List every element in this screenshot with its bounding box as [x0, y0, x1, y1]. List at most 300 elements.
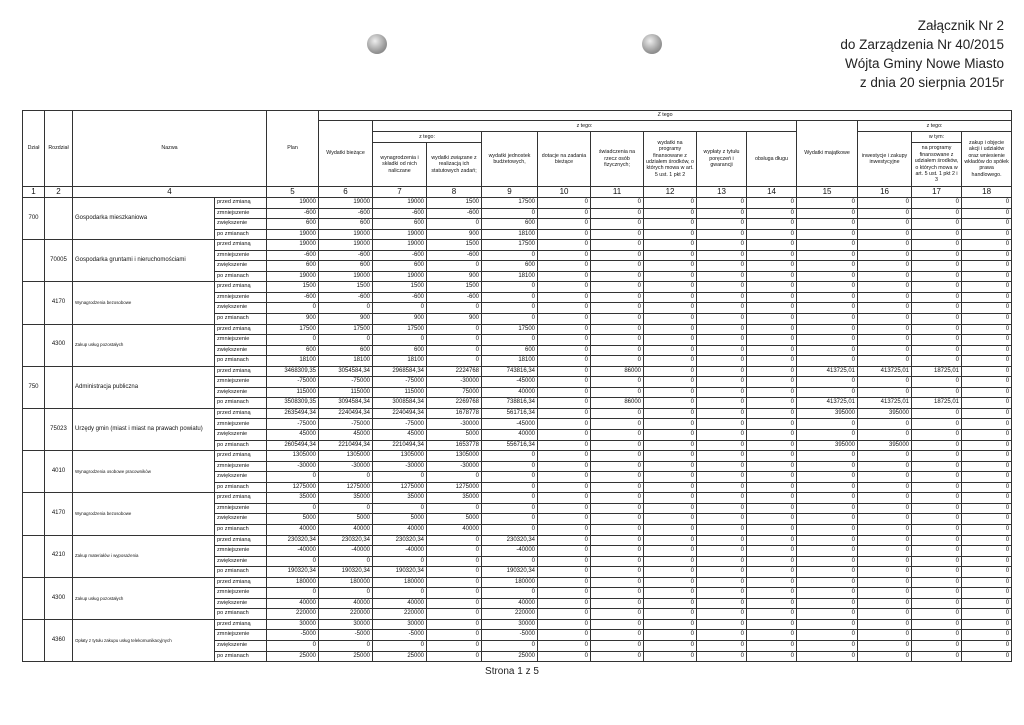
col-number: 14 [747, 187, 797, 198]
value-cell: 0 [797, 524, 858, 535]
value-cell: 0 [912, 440, 962, 451]
value-cell: 0 [912, 482, 962, 493]
value-cell: 1500 [427, 198, 482, 209]
value-cell: 0 [962, 451, 1012, 462]
value-cell: 0 [858, 577, 912, 588]
value-cell: 0 [797, 198, 858, 209]
row-label-cell: po zmianach [215, 440, 267, 451]
value-cell: 0 [482, 514, 538, 525]
value-cell: 0 [538, 408, 591, 419]
dzial-cell [23, 535, 45, 577]
value-cell: 0 [747, 271, 797, 282]
value-cell: 0 [747, 630, 797, 641]
value-cell: 86000 [591, 366, 644, 377]
value-cell: 0 [591, 250, 644, 261]
value-cell: 0 [591, 577, 644, 588]
value-cell: 0 [962, 651, 1012, 662]
col-number: 16 [858, 187, 912, 198]
value-cell: 0 [644, 250, 697, 261]
value-cell: 0 [858, 598, 912, 609]
value-cell: 1500 [427, 282, 482, 293]
value-cell: 2240494,34 [373, 408, 427, 419]
col-number: 17 [912, 187, 962, 198]
value-cell: 900 [267, 314, 319, 325]
value-cell: 0 [962, 503, 1012, 514]
value-cell: 0 [912, 219, 962, 230]
value-cell: 0 [747, 640, 797, 651]
rozdzial-cell: 4210 [45, 535, 73, 577]
value-cell: -30000 [427, 377, 482, 388]
value-cell: 0 [912, 472, 962, 483]
value-cell: 0 [747, 261, 797, 272]
value-cell: 413725,01 [797, 398, 858, 409]
value-cell: 0 [697, 524, 747, 535]
row-label-cell: zmniejszenie [215, 377, 267, 388]
value-cell: 0 [797, 546, 858, 557]
table-header [23, 111, 1012, 198]
name-cell: Zakup usług pozostałych [73, 577, 215, 619]
value-cell: 0 [747, 324, 797, 335]
value-cell: -45000 [482, 377, 538, 388]
value-cell: 230320,34 [482, 535, 538, 546]
value-cell: 0 [858, 335, 912, 346]
value-cell: 0 [747, 408, 797, 419]
value-cell: 0 [644, 198, 697, 209]
row-label-cell: zwiększenie [215, 640, 267, 651]
value-cell: 0 [427, 640, 482, 651]
value-cell: 17500 [267, 324, 319, 335]
col-number: 4 [73, 187, 267, 198]
value-cell: 25000 [267, 651, 319, 662]
value-cell: 0 [482, 250, 538, 261]
rozdzial-cell: 4360 [45, 619, 73, 661]
dzial-cell [23, 240, 45, 282]
value-cell: 0 [747, 567, 797, 578]
col-zadania-statutowe: wydatki związane z realizacją ich statutowych zadań; [427, 143, 482, 187]
value-cell: 0 [697, 219, 747, 230]
value-cell: 0 [538, 451, 591, 462]
value-cell: 0 [538, 556, 591, 567]
value-cell: 0 [962, 472, 1012, 483]
value-cell: 0 [427, 546, 482, 557]
rozdzial-cell: 4300 [45, 577, 73, 619]
value-cell: 18100 [482, 229, 538, 240]
value-cell: -30000 [319, 461, 373, 472]
value-cell: 190320,34 [319, 567, 373, 578]
value-cell: 0 [591, 630, 644, 641]
value-cell: -600 [427, 208, 482, 219]
col-number: 6 [319, 187, 373, 198]
dzial-cell [23, 619, 45, 661]
value-cell: 40000 [319, 598, 373, 609]
value-cell: 0 [267, 640, 319, 651]
value-cell: 0 [482, 292, 538, 303]
document-header [840, 16, 1004, 92]
name-cell: Zakup usług pozostałych [73, 324, 215, 366]
rozdzial-cell [45, 198, 73, 240]
value-cell: 561716,34 [482, 408, 538, 419]
row-label-cell: zmniejszenie [215, 503, 267, 514]
value-cell: 0 [697, 229, 747, 240]
col-obsluga-dlugu: obsługa długu [747, 132, 797, 187]
value-cell: -600 [319, 292, 373, 303]
value-cell: 18100 [482, 271, 538, 282]
value-cell: 0 [858, 430, 912, 441]
col-programy-majatkowe: na programy finansowane z udziałem środków, o których mowa w art. 5 ust. 1 pkt 2 i 3 [912, 143, 962, 187]
value-cell: 0 [373, 556, 427, 567]
row-label-cell: zwiększenie [215, 387, 267, 398]
value-cell: 230320,34 [319, 535, 373, 546]
value-cell: 0 [747, 366, 797, 377]
value-cell: 0 [591, 198, 644, 209]
value-cell: 0 [747, 282, 797, 293]
value-cell: 1275000 [267, 482, 319, 493]
value-cell: 0 [538, 398, 591, 409]
value-cell: 0 [962, 493, 1012, 504]
value-cell: 115000 [267, 387, 319, 398]
value-cell: -5000 [267, 630, 319, 641]
value-cell: 0 [644, 651, 697, 662]
value-cell: 0 [912, 609, 962, 620]
value-cell: 0 [858, 640, 912, 651]
value-cell: 0 [912, 303, 962, 314]
value-cell: 3094584,34 [319, 398, 373, 409]
name-cell: Wynagrodzenia bezosobowe [73, 282, 215, 324]
value-cell: 35000 [373, 493, 427, 504]
value-cell: 0 [747, 440, 797, 451]
value-cell: 0 [797, 567, 858, 578]
value-cell: 18725,01 [912, 366, 962, 377]
value-cell: 0 [697, 271, 747, 282]
value-cell: 0 [747, 229, 797, 240]
value-cell: 600 [319, 261, 373, 272]
value-cell: 0 [962, 524, 1012, 535]
value-cell: 0 [962, 250, 1012, 261]
value-cell: 0 [962, 208, 1012, 219]
value-cell: 0 [538, 229, 591, 240]
value-cell: 19000 [373, 229, 427, 240]
header-line-4: z dnia 20 sierpnia 2015r [859, 75, 1004, 90]
value-cell: 0 [538, 609, 591, 620]
row-label-cell: zmniejszenie [215, 588, 267, 599]
value-cell: 0 [697, 461, 747, 472]
value-cell: 0 [858, 261, 912, 272]
value-cell: 0 [644, 619, 697, 630]
value-cell: 600 [267, 261, 319, 272]
value-cell: 0 [591, 535, 644, 546]
table-row [23, 577, 1012, 588]
value-cell: 0 [427, 303, 482, 314]
value-cell: 0 [538, 630, 591, 641]
value-cell: 19000 [267, 198, 319, 209]
value-cell: 0 [591, 598, 644, 609]
value-cell: -45000 [482, 419, 538, 430]
value-cell: 0 [797, 219, 858, 230]
value-cell: 0 [858, 451, 912, 462]
value-cell: 0 [797, 451, 858, 462]
value-cell: 0 [747, 472, 797, 483]
value-cell: 0 [747, 377, 797, 388]
value-cell: 0 [538, 535, 591, 546]
value-cell: 0 [319, 640, 373, 651]
value-cell: 0 [797, 377, 858, 388]
value-cell: 0 [912, 556, 962, 567]
name-cell: Wynagrodzenia bezosobowe [73, 493, 215, 535]
value-cell: 0 [427, 535, 482, 546]
value-cell: 0 [644, 609, 697, 620]
value-cell: 1275000 [319, 482, 373, 493]
value-cell: 0 [858, 345, 912, 356]
value-cell: 0 [591, 324, 644, 335]
value-cell: 600 [373, 219, 427, 230]
value-cell: 0 [697, 472, 747, 483]
value-cell: 19000 [267, 271, 319, 282]
value-cell: 0 [962, 546, 1012, 557]
value-cell: 0 [797, 335, 858, 346]
value-cell: 2635494,34 [267, 408, 319, 419]
value-cell: 1305000 [373, 451, 427, 462]
row-label-cell: przed zmianą [215, 451, 267, 462]
value-cell: 0 [747, 345, 797, 356]
value-cell: 0 [912, 535, 962, 546]
value-cell: 1500 [267, 282, 319, 293]
value-cell: 0 [319, 556, 373, 567]
value-cell: 0 [591, 451, 644, 462]
value-cell: 40000 [267, 598, 319, 609]
value-cell: 0 [697, 250, 747, 261]
value-cell: 0 [538, 314, 591, 325]
value-cell: 0 [858, 588, 912, 599]
value-cell: 0 [644, 640, 697, 651]
value-cell: -5000 [373, 630, 427, 641]
value-cell: 0 [427, 345, 482, 356]
value-cell: 0 [697, 556, 747, 567]
value-cell: 0 [797, 514, 858, 525]
value-cell: 190320,34 [267, 567, 319, 578]
value-cell: 0 [538, 514, 591, 525]
value-cell: 0 [747, 303, 797, 314]
value-cell: 0 [373, 588, 427, 599]
value-cell: 0 [644, 208, 697, 219]
value-cell: 0 [482, 588, 538, 599]
value-cell: 0 [912, 430, 962, 441]
value-cell: 0 [858, 271, 912, 282]
value-cell: 0 [912, 335, 962, 346]
column-numbers-row [23, 187, 1012, 198]
value-cell: 0 [697, 430, 747, 441]
row-label-cell: po zmianach [215, 609, 267, 620]
value-cell: 0 [912, 514, 962, 525]
value-cell: 0 [747, 430, 797, 441]
value-cell: 0 [697, 387, 747, 398]
table-row [23, 451, 1012, 462]
row-label-cell: zwiększenie [215, 303, 267, 314]
value-cell: 19000 [267, 229, 319, 240]
row-label-cell: po zmianach [215, 398, 267, 409]
value-cell: 0 [697, 282, 747, 293]
value-cell: -5000 [319, 630, 373, 641]
value-cell: 0 [591, 588, 644, 599]
value-cell: 0 [747, 651, 797, 662]
value-cell: 0 [267, 503, 319, 514]
value-cell: 0 [591, 314, 644, 325]
value-cell: -75000 [267, 377, 319, 388]
value-cell: 0 [858, 314, 912, 325]
value-cell: 0 [912, 261, 962, 272]
value-cell: 0 [697, 451, 747, 462]
value-cell: 0 [538, 640, 591, 651]
col-z-tego-majatkowe: z tego: [858, 121, 1012, 132]
value-cell: 0 [644, 630, 697, 641]
value-cell: -600 [319, 250, 373, 261]
value-cell: 0 [747, 556, 797, 567]
value-cell: 1305000 [427, 451, 482, 462]
value-cell: 0 [538, 250, 591, 261]
value-cell: 600 [482, 219, 538, 230]
value-cell: -40000 [373, 546, 427, 557]
value-cell: 1305000 [319, 451, 373, 462]
value-cell: 0 [697, 208, 747, 219]
header-line-1: Załącznik Nr 2 [917, 18, 1004, 33]
value-cell: 0 [697, 261, 747, 272]
value-cell: 0 [747, 240, 797, 251]
value-cell: 0 [427, 567, 482, 578]
value-cell: 0 [538, 303, 591, 314]
value-cell: 0 [591, 229, 644, 240]
value-cell: 0 [747, 387, 797, 398]
value-cell: 0 [644, 577, 697, 588]
value-cell: 40000 [319, 524, 373, 535]
value-cell: 0 [591, 345, 644, 356]
value-cell: 0 [747, 208, 797, 219]
value-cell: 19000 [319, 240, 373, 251]
row-label-cell: zwiększenie [215, 556, 267, 567]
value-cell: 0 [591, 292, 644, 303]
value-cell: 0 [697, 345, 747, 356]
table-row [23, 240, 1012, 251]
value-cell: 0 [591, 271, 644, 282]
value-cell: 0 [858, 240, 912, 251]
value-cell: 0 [591, 377, 644, 388]
value-cell: 0 [912, 324, 962, 335]
value-cell: 0 [697, 640, 747, 651]
name-cell: Zakup materiałów i wyposażenia [73, 535, 215, 577]
value-cell: 0 [962, 440, 1012, 451]
value-cell: 25000 [482, 651, 538, 662]
value-cell: 600 [319, 219, 373, 230]
value-cell: 0 [747, 546, 797, 557]
value-cell: 0 [644, 345, 697, 356]
value-cell: 0 [538, 567, 591, 578]
value-cell: 0 [962, 556, 1012, 567]
value-cell: 0 [912, 271, 962, 282]
value-cell: 0 [644, 482, 697, 493]
col-z-tego: Z tego [319, 111, 1012, 121]
value-cell: 0 [591, 387, 644, 398]
value-cell: 0 [858, 535, 912, 546]
col-number: 13 [697, 187, 747, 198]
value-cell: 0 [644, 430, 697, 441]
value-cell: 0 [912, 619, 962, 630]
col-wydatki-jednostek: wydatki jednostek budżetowych, [482, 132, 538, 187]
value-cell: 0 [644, 261, 697, 272]
value-cell: 0 [797, 303, 858, 314]
value-cell: 0 [858, 250, 912, 261]
value-cell: -40000 [267, 546, 319, 557]
header-line-2: do Zarządzenia Nr 40/2015 [840, 37, 1004, 52]
col-number: 1 [23, 187, 45, 198]
value-cell: 18100 [267, 356, 319, 367]
value-cell: 0 [697, 567, 747, 578]
value-cell: 0 [912, 640, 962, 651]
value-cell: 0 [267, 588, 319, 599]
value-cell: 0 [482, 208, 538, 219]
value-cell: 0 [644, 461, 697, 472]
name-cell: Urzędy gmin (miast i miast na prawach powiatu) [73, 408, 215, 450]
value-cell: 0 [962, 577, 1012, 588]
value-cell: 600 [267, 345, 319, 356]
value-cell: 0 [644, 356, 697, 367]
value-cell: 0 [697, 535, 747, 546]
value-cell: 30000 [482, 619, 538, 630]
col-z-tego-biezace: z tego: [373, 121, 797, 132]
value-cell: 19000 [373, 271, 427, 282]
value-cell: 0 [962, 229, 1012, 240]
value-cell: 19000 [319, 229, 373, 240]
value-cell: 0 [644, 451, 697, 462]
value-cell: 0 [858, 609, 912, 620]
value-cell: 0 [858, 419, 912, 430]
value-cell: 0 [912, 493, 962, 504]
value-cell: 0 [962, 345, 1012, 356]
value-cell: 3468309,35 [267, 366, 319, 377]
value-cell: 0 [912, 282, 962, 293]
punch-hole-left [367, 34, 387, 54]
value-cell: 0 [591, 440, 644, 451]
value-cell: 0 [697, 303, 747, 314]
value-cell: 40000 [482, 387, 538, 398]
value-cell: 19000 [373, 240, 427, 251]
col-swiadczenia: świadczenia na rzecz osób fizycznych; [591, 132, 644, 187]
value-cell: 0 [747, 398, 797, 409]
value-cell: 180000 [267, 577, 319, 588]
value-cell: 0 [644, 314, 697, 325]
value-cell: 0 [644, 556, 697, 567]
value-cell: 0 [482, 282, 538, 293]
value-cell: 0 [858, 524, 912, 535]
table-row [23, 366, 1012, 377]
value-cell: 0 [591, 219, 644, 230]
row-label-cell: zwiększenie [215, 430, 267, 441]
value-cell: 0 [482, 451, 538, 462]
value-cell: 18100 [319, 356, 373, 367]
value-cell: 900 [427, 271, 482, 282]
value-cell: 0 [373, 503, 427, 514]
value-cell: -30000 [427, 419, 482, 430]
value-cell: 0 [797, 419, 858, 430]
value-cell: 0 [697, 588, 747, 599]
col-wydatki-biezace: Wydatki bieżące [319, 121, 373, 187]
value-cell: 2968584,34 [373, 366, 427, 377]
value-cell: 25000 [319, 651, 373, 662]
value-cell: 0 [797, 229, 858, 240]
value-cell: -40000 [482, 546, 538, 557]
col-number: 10 [538, 187, 591, 198]
value-cell: 75000 [427, 387, 482, 398]
value-cell: 190320,34 [373, 567, 427, 578]
value-cell: 0 [962, 398, 1012, 409]
value-cell: 17500 [373, 324, 427, 335]
